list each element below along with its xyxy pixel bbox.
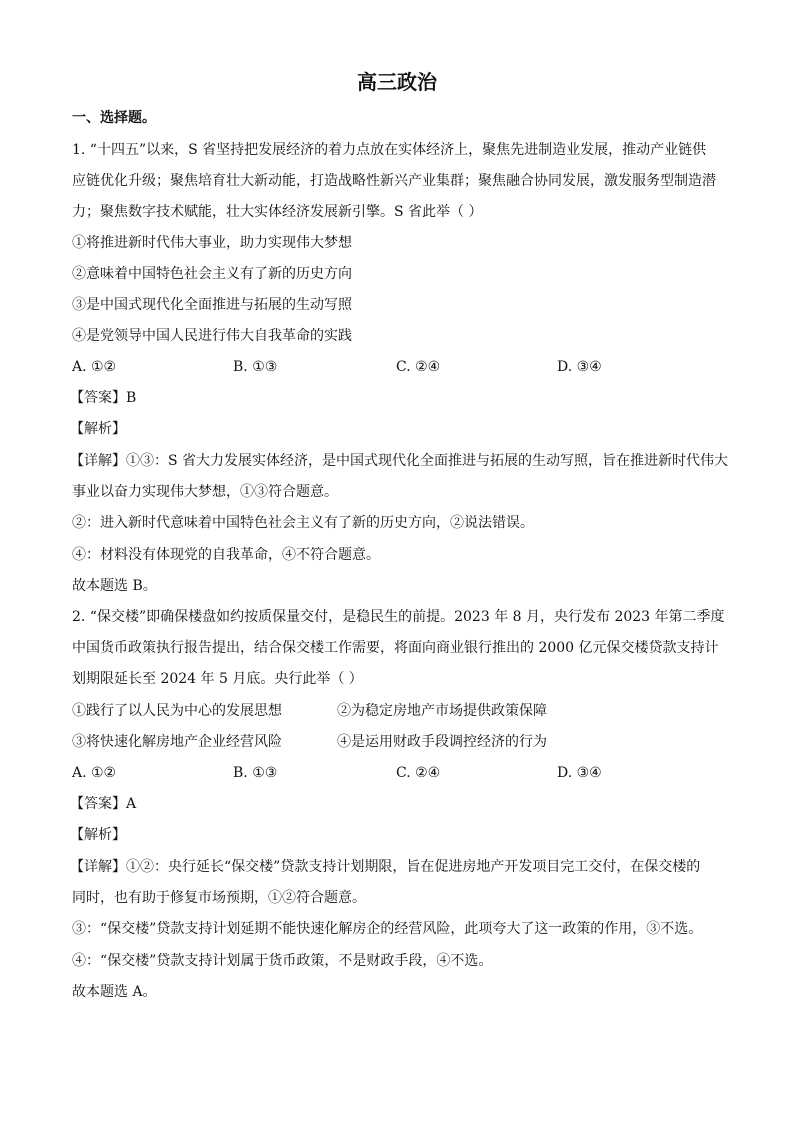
q2-stem-line: 2. “保交楼”即确保楼盘如约按质保量交付，是稳民生的前提。2023 年 8 月，央行发布 2023 年第二季度 [72, 609, 725, 625]
q2-detail-line: ④：“保交楼”贷款支持计划属于货币政策，不是财政手段，④不选。 [72, 953, 493, 969]
q1-detail-line: ④：材料没有体现党的自我革命，④不符合题意。 [72, 547, 380, 563]
q1-item: ③是中国式现代化全面推进与拓展的生动写照 [72, 297, 352, 313]
q1-detail-line: 【详解】①③：S 省大力发展实体经济，是中国式现代化全面推进与拓展的生动写照，旨在推进新时代伟大 [70, 453, 729, 469]
q2-stem-line: 中国货币政策执行报告提出，结合保交楼工作需要，将面向商业银行推出的 2000 亿元保交楼贷款支持计 [72, 640, 719, 656]
q2-option-d: D. ③④ [557, 765, 602, 781]
document-title: 高三政治 [357, 70, 437, 94]
q1-option-d: D. ③④ [557, 359, 602, 375]
q1-option-c: C. ②④ [396, 359, 441, 375]
q2-option-c: C. ②④ [396, 765, 441, 781]
q2-detail-line: ③：“保交楼”贷款支持计划延期不能快速化解房企的经营风险，此项夸大了这一政策的作用，③不选。 [72, 921, 703, 937]
q1-item: ①将推进新时代伟大事业，助力实现伟大梦想 [72, 235, 352, 251]
q2-stem-line: 划期限延长至 2024 年 5 月底。央行此举（ ） [72, 671, 363, 687]
q1-stem-line: 1. “十四五”以来，S 省坚持把发展经济的着力点放在实体经济上，聚焦先进制造业发展，推动产业链供 [72, 142, 707, 158]
q1-item: ④是党领导中国人民进行伟大自我革命的实践 [72, 328, 352, 344]
q2-item: ③将快速化解房地产企业经营风险 [72, 734, 282, 750]
q2-option-a: A. ①② [72, 765, 117, 781]
q1-detail-line: ②：进入新时代意味着中国特色社会主义有了新的历史方向，②说法错误。 [72, 515, 534, 531]
q2-item: ④是运用财政手段调控经济的行为 [337, 734, 547, 750]
q1-option-b: B. ①③ [233, 359, 278, 375]
q1-stem-line: 应链优化升级；聚焦培育壮大新动能，打造战略性新兴产业集群；聚焦融合协同发展，激发服务型制造潜 [72, 173, 716, 189]
section-heading: 一、选择题。 [72, 110, 156, 126]
q2-analysis-label: 【解析】 [70, 827, 126, 843]
q1-detail-line: 事业以奋力实现伟大梦想，①③符合题意。 [72, 484, 338, 500]
q2-item: ①践行了以人民为中心的发展思想 [72, 703, 282, 719]
q2-item: ②为稳定房地产市场提供政策保障 [337, 703, 547, 719]
q1-item: ②意味着中国特色社会主义有了新的历史方向 [72, 266, 352, 282]
q1-option-a: A. ①② [72, 359, 117, 375]
q2-detail-line: 同时，也有助于修复市场预期，①②符合题意。 [72, 890, 366, 906]
q1-detail-line: 故本题选 B。 [72, 578, 157, 594]
q1-answer: 【答案】B [70, 390, 137, 406]
q1-stem-line: 力；聚焦数字技术赋能，壮大实体经济发展新引擎。S 省此举（ ） [72, 204, 483, 220]
q2-detail-line: 故本题选 A。 [72, 984, 157, 1000]
q1-analysis-label: 【解析】 [70, 421, 126, 437]
q2-answer: 【答案】A [70, 796, 137, 812]
q2-option-b: B. ①③ [233, 765, 278, 781]
q2-detail-line: 【详解】①②：央行延长“保交楼”贷款支持计划期限，旨在促进房地产开发项目完工交付，在保交楼的 [70, 859, 701, 875]
